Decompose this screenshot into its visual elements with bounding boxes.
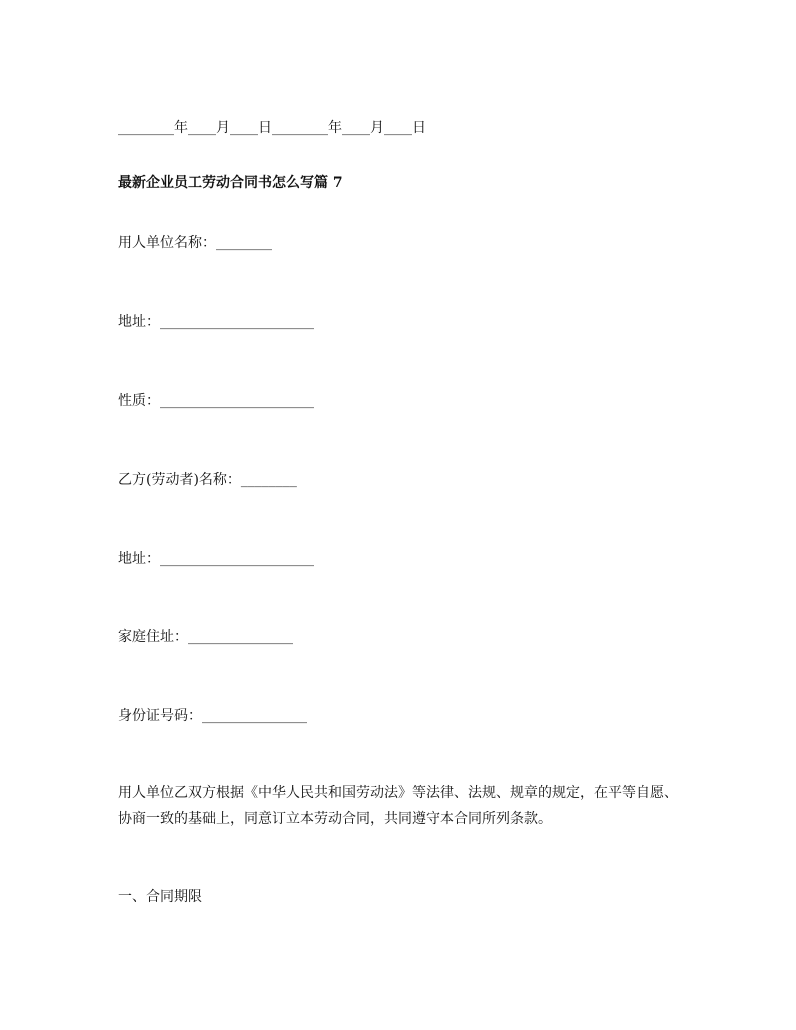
id-number-field: 身份证号码：_______________ — [118, 708, 307, 724]
employer-nature-field: 性质：______________________ — [118, 393, 314, 409]
home-address-field: 家庭住址：_______________ — [118, 629, 293, 645]
section-title: 最新企业员工劳动合同书怎么写篇 7 — [118, 175, 343, 191]
date-line: ________年____月____日________年____月____日 — [118, 120, 426, 136]
employee-name-field: 乙方(劳动者)名称：________ — [118, 472, 297, 488]
employer-name-field: 用人单位名称：________ — [118, 235, 272, 251]
employer-address-field: 地址：______________________ — [118, 314, 314, 330]
employee-address-field: 地址：______________________ — [118, 551, 314, 567]
intro-paragraph: 用人单位乙双方根据《中华人民共和国劳动法》等法律、法规、规章的规定，在平等自愿、协商一致的基础上，同意订立本劳动合同，共同遵守本合同所列条款。 — [118, 785, 678, 827]
clause-1-heading: 一、合同期限 — [118, 889, 202, 905]
